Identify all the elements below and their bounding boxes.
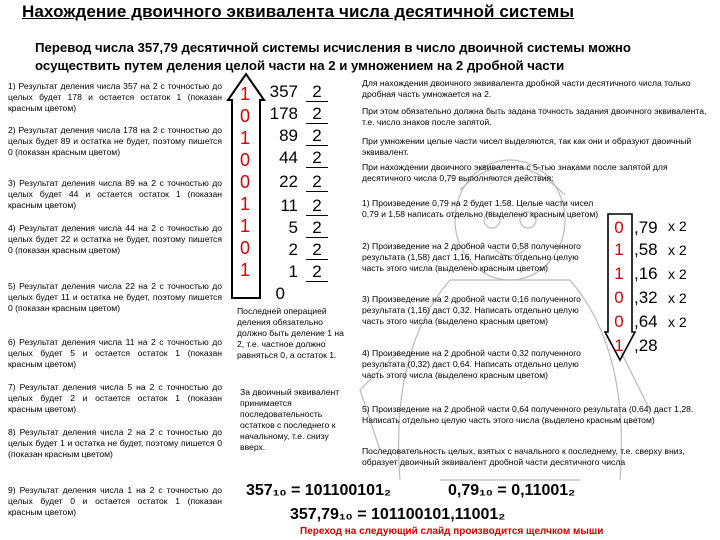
division-line bbox=[306, 101, 328, 102]
note-last-operation: Последней операцией деления обязательно должно быть деление 1 на 2, т.е. частное должно равняться 0, а остаток 1. bbox=[237, 306, 344, 360]
quotient-number: 1 bbox=[288, 262, 298, 281]
division-line bbox=[306, 191, 328, 192]
note-fraction-intro: Для нахождения двоичного эквивалента дробной части десятичного числа только дробная часть умножается на 2. bbox=[362, 78, 691, 99]
integer-result: 357₁₀ = 101100101₂ bbox=[246, 482, 392, 499]
quotient-number: 5 bbox=[288, 218, 298, 237]
remainder-digit: 0 bbox=[239, 172, 250, 192]
quotient-number: 178 bbox=[269, 104, 298, 123]
note-sequence: Последовательность целых, взятых с начального к последнему, т.е. сверху вниз, образует двоичный эквивалент дробной части десятичного числа bbox=[362, 446, 685, 467]
remainder-digit: 1 bbox=[239, 128, 250, 148]
remainder-digit: 0 bbox=[239, 238, 250, 258]
multiplier-label: x 2 bbox=[668, 314, 687, 330]
remainder-digit: 0 bbox=[239, 150, 250, 170]
division-step-2: 2) Результат деления числа 178 на 2 с точностью до целых будет 89 и остатка не будет, поэтому пишется 0 (показан красным цветом) bbox=[8, 125, 222, 157]
divisor-two: 2 bbox=[312, 218, 322, 237]
remainder-digit: 1 bbox=[239, 84, 250, 104]
fraction-value: ,32 bbox=[634, 288, 658, 307]
fraction-value: ,79 bbox=[634, 218, 658, 237]
division-line bbox=[306, 215, 328, 216]
multiplier-label: x 2 bbox=[668, 266, 687, 282]
remainder-digit: 1 bbox=[239, 216, 250, 236]
multiplier-label: x 2 bbox=[668, 290, 687, 306]
full-result: 357,79₁₀ = 101100101,11001₂ bbox=[290, 506, 506, 523]
division-line bbox=[306, 281, 328, 282]
division-line bbox=[306, 237, 328, 238]
fraction-integer-digit: 0 bbox=[614, 312, 624, 331]
quotient-number: 44 bbox=[279, 148, 298, 167]
fraction-value: ,28 bbox=[634, 336, 658, 355]
next-slide-hint: Переход на следующий слайд производится щелчком мыши bbox=[300, 526, 604, 537]
fraction-integer-digit: 0 bbox=[614, 288, 624, 307]
page-title: Нахождение двоичного эквивалента числа десятичной системы bbox=[22, 2, 575, 21]
quotient-number: 89 bbox=[279, 126, 298, 145]
division-step-1: 1) Результат деления числа 357 на 2 с точностью до целых будет 178 и остается остаток 1 (показан красным цветом) bbox=[8, 81, 222, 113]
remainder-digit: 0 bbox=[239, 106, 250, 126]
divisor-two: 2 bbox=[312, 126, 322, 145]
multiplier-label: x 2 bbox=[668, 218, 687, 234]
divisor-two: 2 bbox=[312, 82, 322, 101]
divisor-two: 2 bbox=[312, 148, 322, 167]
divisor-two: 2 bbox=[312, 262, 322, 281]
page-subtitle: Перевод числа 357,79 десятичной системы исчисления в число двоичной системы можно осуществить путем деления целой части на 2 и умножением на 2 дробной части bbox=[35, 40, 631, 73]
remainder-digit: 1 bbox=[239, 260, 250, 280]
divisor-two: 2 bbox=[312, 196, 322, 215]
quotient-number: 11 bbox=[280, 196, 298, 215]
fraction-result: 0,79₁₀ = 0,11001₂ bbox=[448, 482, 576, 499]
division-line bbox=[306, 145, 328, 146]
division-step-4: 4) Результат деления числа 44 на 2 с точностью до целых будет 22 и остатка не будет, поэтому пишется 0 (показан красным цветом) bbox=[8, 223, 222, 255]
division-line bbox=[306, 167, 328, 168]
fraction-value: ,58 bbox=[634, 240, 658, 259]
division-line bbox=[306, 259, 328, 260]
quotient-number: 0 bbox=[275, 284, 285, 303]
fraction-integer-digit: 1 bbox=[614, 264, 624, 283]
fraction-step-1: 1) Произведение 0,79 на 2 будет 1,58. Целые части чисел 0,79 и 1,58 написать отдельно (выделено красным цветом) bbox=[362, 198, 599, 219]
fraction-integer-digit: 0 bbox=[614, 218, 624, 237]
fraction-value: ,64 bbox=[634, 312, 658, 331]
note-accuracy: При этом обязательно должна быть задана точность задания двоичного эквивалента, т.е. число знаков после запятой. bbox=[362, 106, 707, 127]
fraction-step-3: 3) Произведение на 2 дробной части 0,16 полученного результата (1,16) даст 0,32. Написать отдельно целую часть этого числа (выделено красным цветом) bbox=[362, 294, 581, 326]
division-line bbox=[306, 123, 328, 124]
quotient-number: 2 bbox=[288, 240, 298, 259]
quotient-number: 357 bbox=[269, 82, 298, 101]
division-step-9: 9) Результат деления числа 1 на 2 с точностью до целых будет 0 и остается остаток 1 (показан красным цветом) bbox=[8, 485, 222, 517]
fraction-step-5: 5) Произведение на 2 дробной части 0,64 полученного результата (0,64) даст 1,28. Написать отдельно целую часть этого числа (выделено красным цветом) bbox=[362, 404, 694, 425]
remainder-digit: 1 bbox=[239, 194, 250, 214]
fraction-step-2: 2) Произведение на 2 дробной части 0,58 полученного результата (1,58) даст 1,16. Написать отдельно целую часть этого числа (выделено красным цветом) bbox=[362, 241, 581, 273]
fraction-value: ,16 bbox=[634, 264, 658, 283]
divisor-two: 2 bbox=[312, 172, 322, 191]
division-step-5: 5) Результат деления числа 22 на 2 с точностью до целых будет 11 и остатка не будет, поэтому пишется 0 (показан красным цветом) bbox=[8, 281, 222, 313]
quotient-number: 22 bbox=[279, 172, 298, 191]
fraction-integer-digit: 1 bbox=[614, 336, 624, 355]
divisor-two: 2 bbox=[312, 240, 322, 259]
division-step-3: 3) Результат деления числа 89 на 2 с точностью до целых будет 44 и остается остаток 1 (показан красным цветом) bbox=[8, 178, 222, 210]
fraction-step-4: 4) Произведение на 2 дробной части 0,32 полученного результата (0,32) даст 0,64. Написать отдельно целую часть этого числа (выделено красным цветом) bbox=[362, 348, 581, 380]
multiplier-label: x 2 bbox=[668, 242, 687, 258]
note-task: При нахождении двоичного эквивалента с 5-тью знаками после запятой для десятичного числа 0,79 выполняются действия: bbox=[362, 162, 668, 183]
division-step-7: 7) Результат деления числа 5 на 2 с точностью до целых будет 2 и остается остаток 1 (показан красным цветом) bbox=[8, 382, 222, 414]
division-step-8: 8) Результат деления числа 2 на 2 с точностью до целых будет 1 и остатка не будет, поэтому пишется 0 (показан красным цветом) bbox=[8, 427, 222, 459]
fraction-integer-digit: 1 bbox=[614, 240, 624, 259]
note-integer-parts: При умножении целые части чисел выделяются, так как они и образуют двоичный эквивалент. bbox=[362, 136, 692, 157]
division-step-6: 6) Результат деления числа 11 на 2 с точностью до целых будет 5 и остается остаток 1 (показан красным цветом) bbox=[8, 337, 222, 369]
divisor-two: 2 bbox=[312, 104, 322, 123]
note-read-order: За двоичный эквивалент принимается последовательность остатков с последнего к начальному, т.е. снизу вверх. bbox=[240, 387, 340, 452]
